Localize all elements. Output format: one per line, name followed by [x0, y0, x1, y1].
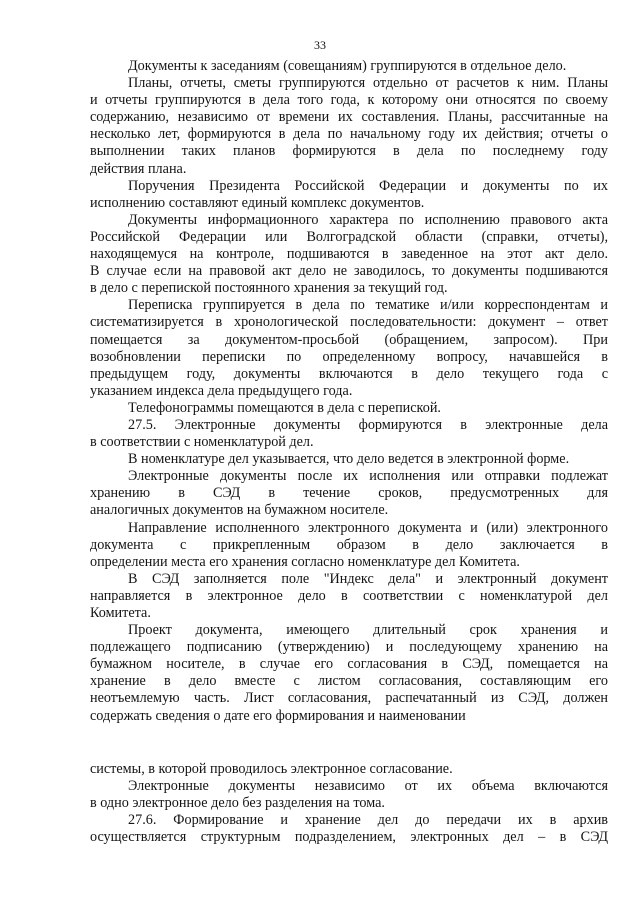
- text-line: исполнению составляют единый комплекс документов.: [90, 194, 425, 211]
- text-line: Проект документа, имеющего длительный срок хранения и: [128, 622, 608, 639]
- text-line: содержанию, независимо от времени их составления. Планы, рассчитанные на: [90, 109, 608, 126]
- text-line: 27.6. Формирование и хранение дел до передачи их в архив: [128, 812, 608, 829]
- text-line: Документы информационного характера по исполнению правового акта: [128, 211, 608, 228]
- text-line: направляется в электронное дело в соответствии с номенклатурой дел: [90, 587, 608, 604]
- text-line: действия плана.: [90, 160, 187, 177]
- text-line: помещается за документом-просьбой (обращением, запросом). При: [90, 331, 608, 348]
- text-line: Электронные документы независимо от их объема включаются: [128, 778, 608, 795]
- main-text-lower: [90, 761, 608, 846]
- page-number: 33: [314, 38, 326, 52]
- text-line: документа с прикрепленным образом в дело заключается в: [90, 536, 608, 553]
- text-line: находящемуся на контроле, подшиваются в заведенное на этот акт дело.: [90, 246, 608, 263]
- text-line: Переписка группируется в дела по тематике и/или корреспондентам и: [128, 297, 608, 314]
- text-line: в одно электронное дело без разделения на тома.: [90, 795, 385, 812]
- text-line: несколько лет, формируются в дела по начальному году их действия; отчеты о: [90, 126, 608, 143]
- text-line: определении места его хранения согласно номенклатуре дел Комитета.: [90, 553, 520, 570]
- text-line: Поручения Президента Российской Федерации и документы по их: [128, 177, 608, 194]
- text-line: Направление исполненного электронного документа и (или) электронного: [128, 519, 608, 536]
- text-line: В СЭД заполняется поле "Индекс дела" и электронный документ: [128, 570, 608, 587]
- main-text-upper: [90, 58, 608, 725]
- text-line: Телефонограммы помещаются в дела с перепиской.: [128, 399, 441, 416]
- text-line: хранению в СЭД в течение сроков, предусмотренных для: [90, 485, 608, 502]
- text-line: Комитета.: [90, 605, 151, 621]
- text-line: возобновлении переписки по определенному вопросу, начавшейся в: [90, 348, 608, 365]
- text-line: бумажном носителе, в случае его согласования в СЭД, помещается на: [90, 656, 608, 673]
- text-line: 27.5. Электронные документы формируются в электронные дела: [128, 416, 608, 433]
- text-line: В номенклатуре дел указывается, что дело ведется в электронной форме.: [128, 451, 570, 468]
- text-line: систематизируется в хронологической последовательности: документ – ответ: [90, 314, 608, 331]
- text-line: В случае если на правовой акт дело не заводилось, то документы подшиваются: [90, 263, 608, 280]
- text-line: содержать сведения о дате его формирования и наименовании: [90, 707, 466, 724]
- text-line: подлежащего подписанию (утверждению) и последующему хранению на: [90, 639, 608, 656]
- text-line: указанием индекса дела предыдущего года.: [90, 382, 353, 399]
- text-line: и отчеты группируются в дела того года, к которому они относятся по своему: [90, 92, 608, 109]
- text-line: в дело с перепиской постоянного хранения за текущий год.: [90, 280, 448, 297]
- text-line: Электронные документы после их исполнения или отправки подлежат: [128, 468, 608, 485]
- text-line: Планы, отчеты, сметы группируются отдельно от расчетов к ним. Планы: [128, 75, 608, 92]
- text-line: в соответствии с номенклатурой дел.: [90, 434, 314, 451]
- text-line: аналогичных документов на бумажном носителе.: [90, 502, 389, 519]
- text-line: неотъемлемую часть. Лист согласования, распечатанный из СЭД, должен: [90, 690, 608, 707]
- text-line: системы, в которой проводилось электронное согласование.: [90, 761, 453, 777]
- text-line: хранение в дело вместе с листом согласования, составляющим его: [90, 673, 608, 690]
- text-line: Документы к заседаниям (совещаниям) группируются в отдельное дело.: [128, 58, 567, 74]
- text-line: осуществляется структурным подразделением, электронных дел – в СЭД: [90, 829, 608, 846]
- text-line: выполнении таких планов формируются в дела по последнему году: [90, 143, 608, 160]
- text-line: Российской Федерации или Волгоградской области (справки, отчеты),: [90, 228, 608, 245]
- text-line: предыдущем году, документы включаются в дело текущего года с: [90, 365, 608, 382]
